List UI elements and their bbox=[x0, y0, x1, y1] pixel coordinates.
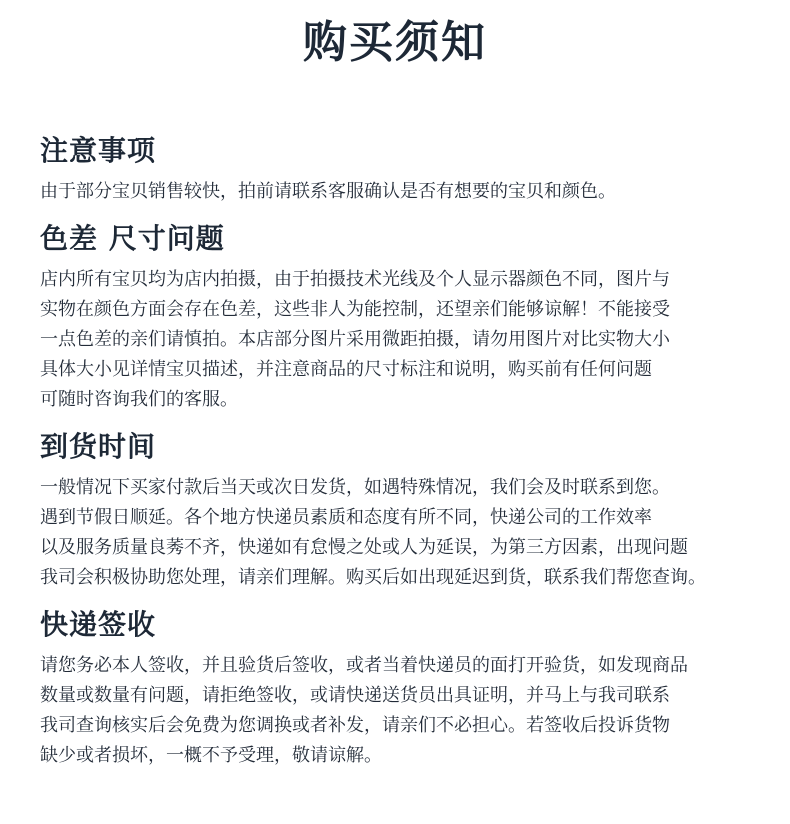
section-line: 实物在颜色方面会存在色差，这些非人为能控制，还望亲们能够谅解！不能接受 bbox=[40, 299, 670, 320]
section-delivery-signoff bbox=[40, 605, 775, 771]
page-title-text: 购买须知 bbox=[303, 17, 487, 68]
title-block bbox=[0, 8, 790, 78]
section-line: 具体大小见详情宝贝描述，并注意商品的尺寸标注和说明，购买前有任何问题 bbox=[40, 359, 652, 380]
page-title bbox=[297, 8, 493, 78]
section-line: 我司查询核实后会免费为您调换或者补发，请亲们不必担心。若签收后投诉货物 bbox=[40, 715, 670, 736]
section-line: 由于部分宝贝销售较快，拍前请联系客服确认是否有想要的宝贝和颜色。 bbox=[40, 181, 616, 202]
section-heading: 快递签收 bbox=[40, 608, 157, 641]
section-line: 以及服务质量良莠不齐，快递如有怠慢之处或人为延误，为第三方因素，出现问题 bbox=[40, 537, 688, 558]
section-line: 一般情况下买家付款后当天或次日发货，如遇特殊情况，我们会及时联系到您。 bbox=[40, 477, 670, 498]
section-heading: 色差 尺寸问题 bbox=[40, 222, 225, 255]
section-color-size bbox=[40, 219, 775, 415]
section-line: 一点色差的亲们请慎拍。本店部分图片采用微距拍摄，请勿用图片对比实物大小 bbox=[40, 329, 670, 350]
section-line: 数量或数量有问题，请拒绝签收，或请快递送货员出具证明，并马上与我司联系 bbox=[40, 685, 670, 706]
section-heading: 到货时间 bbox=[40, 430, 157, 463]
section-heading: 注意事项 bbox=[40, 134, 157, 167]
section-line: 我司会积极协助您处理，请亲们理解。购买后如出现延迟到货，联系我们帮您查询。 bbox=[40, 567, 706, 588]
section-line: 可随时咨询我们的客服。 bbox=[40, 389, 238, 410]
section-line: 店内所有宝贝均为店内拍摄，由于拍摄技术光线及个人显示器颜色不同，图片与 bbox=[40, 269, 670, 290]
section-line: 缺少或者损坏，一概不予受理，敬请谅解。 bbox=[40, 745, 382, 766]
notice-content bbox=[40, 131, 775, 783]
section-delivery-time bbox=[40, 427, 775, 593]
section-line: 请您务必本人签收，并且验货后签收，或者当着快递员的面打开验货，如发现商品 bbox=[40, 655, 688, 676]
section-notes bbox=[40, 131, 775, 207]
section-line: 遇到节假日顺延。各个地方快递员素质和态度有所不同，快递公司的工作效率 bbox=[40, 507, 652, 528]
